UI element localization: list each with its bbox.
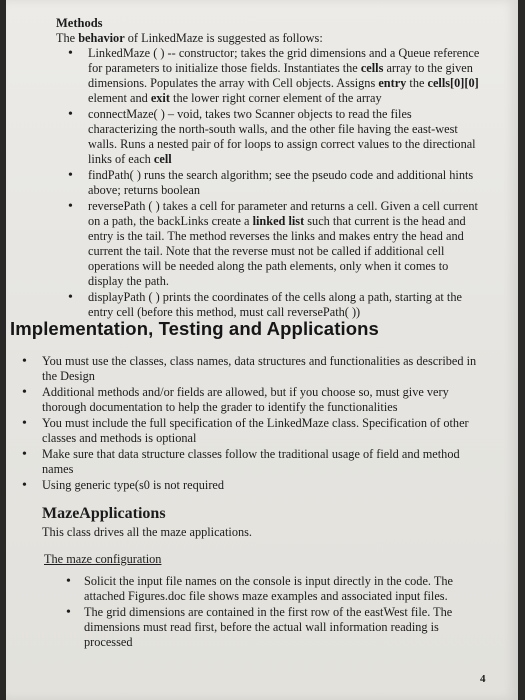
method-text: element and bbox=[88, 91, 151, 105]
list-item: • The grid dimensions are contained in the first row of the eastWest file. The dimensions must read first, before the actual wall information reading is processed bbox=[6, 605, 464, 650]
methods-intro bbox=[56, 31, 486, 46]
method-text: array to the given dimensions. Populates the array with Cell objects. Assigns bbox=[88, 61, 473, 90]
method-text: findPath( ) runs the search algorithm; see the pseudo code and additional hints above; returns boolean bbox=[88, 168, 474, 197]
method-item bbox=[6, 199, 483, 289]
list-item: • Make sure that data structure classes follow the traditional usage of field and method names bbox=[6, 447, 482, 477]
method-text: such that current is the head and entry is the tail. The method reverses the links and makes entry the head and current the tail. Note that the reverse must not be called if additional cell operations will be needed along the path elements, only when it comes to display the path. bbox=[88, 214, 466, 288]
method-text: reversePath ( ) takes a cell for parameter and returns a cell. Given a cell current on a path, the backLinks create a bbox=[88, 199, 478, 228]
bold-term: cells bbox=[360, 61, 384, 75]
bold-term: entry bbox=[378, 76, 407, 90]
maze-configuration-list bbox=[6, 574, 518, 651]
implementation-list bbox=[6, 354, 518, 494]
list-item: • Additional methods and/or fields are allowed, but if you choose so, must give very thorough documentation to help the grader to identify the functionalities bbox=[6, 385, 482, 415]
maze-applications-intro: This class drives all the maze applications. bbox=[42, 525, 253, 539]
methods-intro-text: The bbox=[56, 31, 79, 45]
bold-term: cell bbox=[153, 152, 172, 166]
list-item: • Solicit the input file names on the console is input directly in the code. The attached Figures.doc file shows maze examples and associated input files. bbox=[6, 574, 464, 604]
method-text: the lower right corner element of the array bbox=[169, 91, 382, 105]
list-item: • Using generic type(s0 is not required bbox=[6, 478, 482, 493]
methods-intro-text-end: of LinkedMaze is suggested as follows: bbox=[124, 31, 323, 45]
bold-term: exit bbox=[150, 91, 170, 105]
implementation-heading: Implementation, Testing and Applications bbox=[10, 318, 379, 339]
bold-term: linked list bbox=[252, 214, 305, 228]
list-item: • You must include the full specification of the LinkedMaze class. Specification of other classes and methods is optional bbox=[6, 416, 482, 446]
method-item bbox=[6, 46, 483, 106]
list-item: • You must use the classes, class names, data structures and functionalities as described in the Design bbox=[6, 354, 482, 384]
method-item bbox=[6, 290, 483, 320]
methods-list bbox=[6, 46, 518, 321]
document-page bbox=[6, 0, 518, 700]
method-text: connectMaze( ) – void, takes two Scanner objects to read the files characterizing the north-south walls, and the other file having the east-west walls. Runs a nested pair of for loops to assign correct values to the directional links of each bbox=[88, 107, 476, 166]
method-text: LinkedMaze ( ) -- constructor; takes the grid dimensions and a Queue reference for parameters to initialize those fields. Instantiates the bbox=[88, 46, 480, 75]
maze-applications-heading: MazeApplications bbox=[42, 505, 166, 522]
method-item bbox=[6, 168, 483, 198]
page-number: 4 bbox=[480, 673, 486, 685]
methods-heading: Methods bbox=[56, 16, 103, 30]
methods-intro-bold: behavior bbox=[78, 31, 125, 45]
method-text: the bbox=[406, 76, 428, 90]
method-item bbox=[6, 107, 483, 167]
bold-term: cells[0][0] bbox=[427, 76, 479, 90]
maze-configuration-heading: The maze configuration bbox=[44, 552, 162, 566]
method-text: displayPath ( ) prints the coordinates of the cells along a path, starting at the entry cell (before this method, must call reversePath( )) bbox=[88, 290, 462, 319]
